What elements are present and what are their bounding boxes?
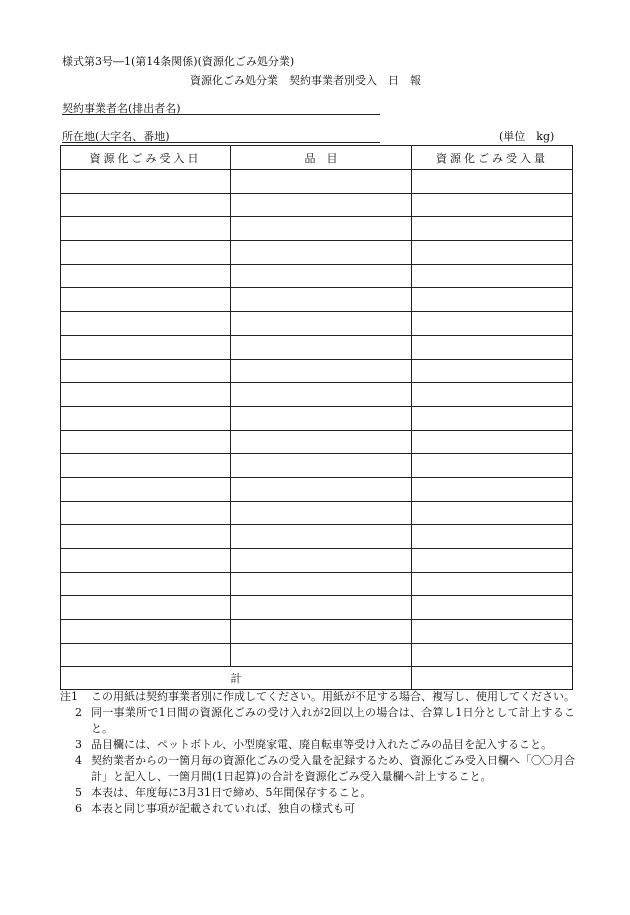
quantity-cell[interactable] bbox=[412, 170, 573, 194]
address-label: 所在地(大字名、番地) bbox=[62, 130, 170, 143]
item-cell[interactable] bbox=[231, 596, 412, 620]
note-item bbox=[60, 785, 575, 801]
note-item bbox=[60, 753, 575, 785]
item-cell[interactable] bbox=[231, 217, 412, 241]
table-row bbox=[61, 264, 573, 288]
date-cell[interactable] bbox=[61, 217, 231, 241]
date-cell[interactable] bbox=[61, 620, 231, 644]
date-cell[interactable] bbox=[61, 477, 231, 501]
note-number: 4 bbox=[75, 754, 82, 767]
item-cell[interactable] bbox=[231, 643, 412, 667]
table-header-row bbox=[61, 146, 573, 170]
form-code: 様式第3号―1(第14条関係)(資源化ごみ処分業) bbox=[62, 55, 295, 68]
table-row bbox=[61, 217, 573, 241]
item-cell[interactable] bbox=[231, 477, 412, 501]
column-header-item bbox=[231, 146, 412, 170]
quantity-cell[interactable] bbox=[412, 264, 573, 288]
table-row bbox=[61, 643, 573, 667]
note-text: 品目欄には、ペットボトル、小型廃家電、廃自転車等受け入れたごみの品目を記入すること。 bbox=[91, 738, 553, 751]
table-row bbox=[61, 359, 573, 383]
quantity-cell[interactable] bbox=[412, 596, 573, 620]
unit-label: (単位 kg) bbox=[499, 130, 555, 143]
quantity-cell[interactable] bbox=[412, 383, 573, 407]
note-number: 2 bbox=[75, 706, 82, 719]
column-header-quantity: 資源化ごみ受入量 bbox=[412, 146, 573, 170]
column-header-item-label: 品 目 bbox=[304, 151, 338, 165]
item-cell[interactable] bbox=[231, 335, 412, 359]
item-cell[interactable] bbox=[231, 430, 412, 454]
note-item bbox=[60, 737, 575, 753]
table-row bbox=[61, 241, 573, 265]
note-item bbox=[60, 705, 575, 737]
quantity-cell[interactable] bbox=[412, 501, 573, 525]
total-label: 計 bbox=[61, 667, 412, 690]
date-cell[interactable] bbox=[61, 170, 231, 194]
table-row bbox=[61, 525, 573, 549]
total-value-cell[interactable] bbox=[412, 667, 573, 690]
table-row bbox=[61, 406, 573, 430]
note-number: 6 bbox=[75, 802, 82, 815]
date-cell[interactable] bbox=[61, 501, 231, 525]
item-cell[interactable] bbox=[231, 454, 412, 478]
table-row bbox=[61, 193, 573, 217]
quantity-cell[interactable] bbox=[412, 477, 573, 501]
quantity-cell[interactable] bbox=[412, 335, 573, 359]
quantity-cell[interactable] bbox=[412, 359, 573, 383]
table-row bbox=[61, 454, 573, 478]
quantity-cell[interactable] bbox=[412, 525, 573, 549]
quantity-cell[interactable] bbox=[412, 193, 573, 217]
date-cell[interactable] bbox=[61, 335, 231, 359]
item-cell[interactable] bbox=[231, 406, 412, 430]
item-cell[interactable] bbox=[231, 359, 412, 383]
date-cell[interactable] bbox=[61, 525, 231, 549]
quantity-cell[interactable] bbox=[412, 217, 573, 241]
date-cell[interactable] bbox=[61, 193, 231, 217]
note-number: 注1 bbox=[60, 690, 78, 703]
item-cell[interactable] bbox=[231, 170, 412, 194]
date-cell[interactable] bbox=[61, 359, 231, 383]
note-item bbox=[60, 689, 575, 705]
date-cell[interactable] bbox=[61, 312, 231, 336]
item-cell[interactable] bbox=[231, 241, 412, 265]
quantity-cell[interactable] bbox=[412, 406, 573, 430]
note-text: 契約業者からの一箇月毎の資源化ごみの受入量を記録するため、資源化ごみ受入日欄へ「〇〇月合計」と記入し、一箇月間(1日起算)の合計を資源化ごみ受入量欄へ計上すること。 bbox=[91, 754, 575, 783]
item-cell[interactable] bbox=[231, 501, 412, 525]
note-text: 同一事業所で1日間の資源化ごみの受け入れが2回以上の場合は、合算し1日分として計上すること。 bbox=[91, 706, 575, 735]
notes-section bbox=[60, 689, 575, 817]
address-field[interactable] bbox=[62, 142, 380, 143]
quantity-cell[interactable] bbox=[412, 572, 573, 596]
item-cell[interactable] bbox=[231, 193, 412, 217]
quantity-cell[interactable] bbox=[412, 643, 573, 667]
contractor-name-label: 契約事業者名(排出者名) bbox=[62, 102, 181, 115]
table-row bbox=[61, 620, 573, 644]
quantity-cell[interactable] bbox=[412, 312, 573, 336]
date-cell[interactable] bbox=[61, 454, 231, 478]
table-row bbox=[61, 549, 573, 573]
note-text: 本表と同じ事項が記載されていれば、独自の様式も可 bbox=[91, 802, 355, 815]
quantity-cell[interactable] bbox=[412, 620, 573, 644]
document-title: 資源化ごみ処分業 契約事業者別受入 日 報 bbox=[190, 74, 421, 87]
table-row bbox=[61, 170, 573, 194]
item-cell[interactable] bbox=[231, 264, 412, 288]
quantity-cell[interactable] bbox=[412, 288, 573, 312]
note-text: この用紙は契約事業者別に作成してください。用紙が不足する場合、複写し、使用してください。 bbox=[91, 690, 575, 703]
date-cell[interactable] bbox=[61, 383, 231, 407]
table-row bbox=[61, 477, 573, 501]
date-cell[interactable] bbox=[61, 572, 231, 596]
note-item bbox=[60, 801, 575, 817]
date-cell[interactable] bbox=[61, 264, 231, 288]
total-row bbox=[61, 667, 573, 690]
note-number: 5 bbox=[75, 786, 82, 799]
item-cell[interactable] bbox=[231, 383, 412, 407]
date-cell[interactable] bbox=[61, 596, 231, 620]
date-cell[interactable] bbox=[61, 430, 231, 454]
date-cell[interactable] bbox=[61, 549, 231, 573]
item-cell[interactable] bbox=[231, 572, 412, 596]
item-cell[interactable] bbox=[231, 312, 412, 336]
note-text: 本表は、年度毎に3月31日で締め、5年間保存すること。 bbox=[91, 786, 372, 799]
item-cell[interactable] bbox=[231, 525, 412, 549]
quantity-cell[interactable] bbox=[412, 454, 573, 478]
table-row bbox=[61, 383, 573, 407]
table-row bbox=[61, 501, 573, 525]
item-cell[interactable] bbox=[231, 288, 412, 312]
date-cell[interactable] bbox=[61, 406, 231, 430]
quantity-cell[interactable] bbox=[412, 241, 573, 265]
table-row bbox=[61, 312, 573, 336]
note-number: 3 bbox=[75, 738, 82, 751]
quantity-cell[interactable] bbox=[412, 549, 573, 573]
date-cell[interactable] bbox=[61, 288, 231, 312]
date-cell[interactable] bbox=[61, 643, 231, 667]
date-cell[interactable] bbox=[61, 241, 231, 265]
column-header-date: 資源化ごみ受入日 bbox=[61, 146, 231, 170]
contractor-name-field[interactable] bbox=[62, 114, 380, 115]
item-cell[interactable] bbox=[231, 620, 412, 644]
quantity-cell[interactable] bbox=[412, 430, 573, 454]
item-cell[interactable] bbox=[231, 549, 412, 573]
receipt-ledger-table bbox=[60, 145, 573, 690]
table-row bbox=[61, 430, 573, 454]
table-row bbox=[61, 335, 573, 359]
table-row bbox=[61, 572, 573, 596]
table-row bbox=[61, 596, 573, 620]
table-row bbox=[61, 288, 573, 312]
